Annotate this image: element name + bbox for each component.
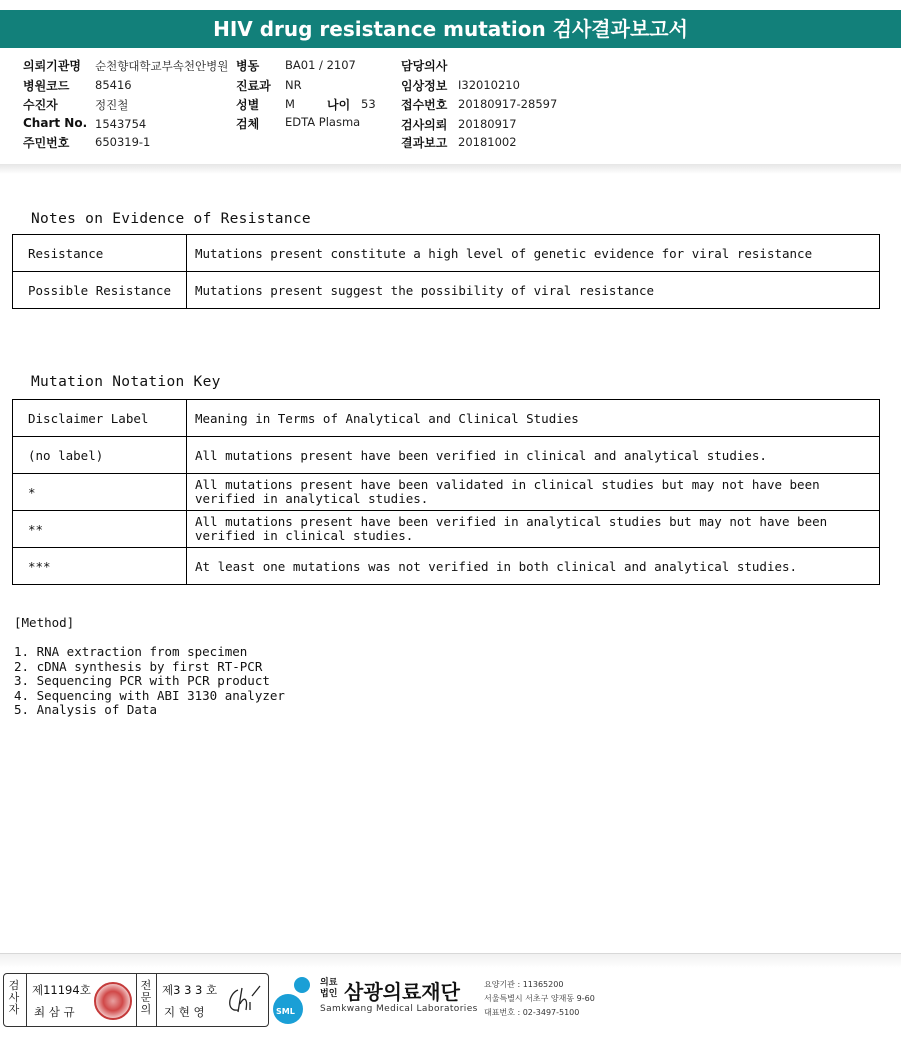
ward-value: BA01 / 2107 (285, 58, 356, 72)
specialist-name: 지 현 영 (164, 1005, 205, 1019)
sex-label: 성별 (236, 98, 260, 112)
divider (156, 974, 157, 1026)
method-step: 1. RNA extraction from specimen (14, 644, 248, 659)
notation-label-cell: (no label) (13, 437, 187, 474)
method-step: 5. Analysis of Data (14, 702, 157, 717)
notation-meaning-cell: All mutations present have been verified in clinical and analytical studies. (187, 437, 880, 474)
table-row (13, 235, 880, 272)
notation-section-title: Mutation Notation Key (31, 374, 221, 390)
table-row (13, 400, 880, 437)
org-prefix-1: 의료 (320, 978, 338, 988)
notation-label-cell: ** (13, 511, 187, 548)
care-code: 요양기관 : 11365200 (484, 980, 564, 989)
specialist-signature (224, 982, 264, 1018)
divider (26, 974, 27, 1026)
table-row (13, 437, 880, 474)
notation-table (12, 399, 880, 585)
notation-label-cell: *** (13, 548, 187, 585)
request-date-label: 검사의뢰 (401, 118, 448, 132)
method-step: 3. Sequencing PCR with PCR product (14, 673, 270, 688)
examiner-seal (94, 982, 132, 1020)
patient-value: 정진철 (95, 98, 129, 112)
method-step: 4. Sequencing with ABI 3130 analyzer (14, 687, 285, 703)
divider (136, 974, 137, 1026)
table-row (13, 474, 880, 511)
signature-box (3, 973, 269, 1027)
footer-divider (0, 953, 901, 968)
hospital-label: 의뢰기관명 (23, 59, 81, 73)
report-title: HIV drug resistance mutation 검사결과보고서 (0, 10, 901, 48)
evidence-label-cell: Possible Resistance (13, 272, 187, 309)
evidence-meaning-cell: Mutations present constitute a high level of genetic evidence for viral resistance (187, 235, 880, 272)
examiner-name: 최 삼 규 (34, 1005, 75, 1019)
table-row (13, 511, 880, 548)
clinical-info-label: 임상정보 (401, 79, 448, 93)
org-english-name: Samkwang Medical Laboratories (320, 1004, 478, 1014)
header-divider (0, 164, 901, 174)
examiner-license: 제11194호 (32, 983, 91, 997)
specimen-value: EDTA Plasma (285, 115, 361, 129)
sex-value: M (285, 97, 295, 111)
request-date-value: 20180917 (458, 117, 517, 131)
logo-abbrev: SML (276, 1007, 295, 1016)
specialist-label: 전문의 (140, 979, 152, 1016)
patient-label: 수진자 (23, 98, 58, 112)
hospital-code-label: 병원코드 (23, 79, 70, 93)
table-row (13, 548, 880, 585)
resident-no-label: 주민번호 (23, 136, 70, 150)
org-prefix-2: 법인 (320, 989, 338, 999)
org-name: 삼광의료재단 (344, 980, 460, 1004)
address: 서울특별시 서초구 양재동 9-60 (484, 994, 595, 1003)
method-step: 2. cDNA synthesis by first RT-PCR (14, 658, 263, 674)
receipt-no-value: 20180917-28597 (458, 97, 558, 111)
receipt-no-label: 접수번호 (401, 98, 448, 112)
resident-no-value: 650319-1 (95, 135, 151, 149)
method-heading: [Method] (14, 615, 75, 630)
report-date-value: 20181002 (458, 135, 517, 149)
dept-label: 진료과 (236, 79, 271, 93)
notation-label-cell: Disclaimer Label (13, 400, 187, 437)
notation-meaning-cell: All mutations present have been verified in analytical studies but may not have been verified in clinical studies. (187, 511, 880, 548)
notation-label-cell: * (13, 474, 187, 511)
examiner-label: 검사자 (8, 979, 20, 1016)
age-label: 나이 (327, 98, 351, 112)
phone: 대표번호 : 02-3497-5100 (484, 1008, 580, 1017)
age-value: 53 (361, 97, 376, 111)
specimen-label: 검체 (236, 117, 260, 131)
notation-meaning-cell: At least one mutations was not verified in both clinical and analytical studies. (187, 548, 880, 585)
evidence-label-cell: Resistance (13, 235, 187, 272)
hospital-value: 순천향대학교부속천안병원 (95, 59, 229, 73)
sml-logo-icon (272, 975, 316, 1025)
dept-value: NR (285, 78, 302, 92)
patient-info-header (0, 48, 901, 165)
clinical-info-value: I32010210 (458, 78, 520, 92)
evidence-meaning-cell: Mutations present suggest the possibility of viral resistance (187, 272, 880, 309)
table-row (13, 272, 880, 309)
doctor-label: 담당의사 (401, 59, 448, 73)
specialist-license: 제3 3 3 호 (162, 983, 218, 997)
notation-meaning-cell: Meaning in Terms of Analytical and Clinical Studies (187, 400, 880, 437)
chart-no-label: Chart No. (23, 116, 88, 130)
notation-meaning-cell: All mutations present have been validated in clinical studies but may not have been verified in analytical studies. (187, 474, 880, 511)
evidence-table (12, 234, 880, 309)
report-date-label: 결과보고 (401, 136, 448, 150)
hospital-code-value: 85416 (95, 78, 132, 92)
evidence-section-title: Notes on Evidence of Resistance (31, 211, 311, 227)
chart-no-value: 1543754 (95, 117, 147, 131)
ward-label: 병동 (236, 59, 260, 73)
